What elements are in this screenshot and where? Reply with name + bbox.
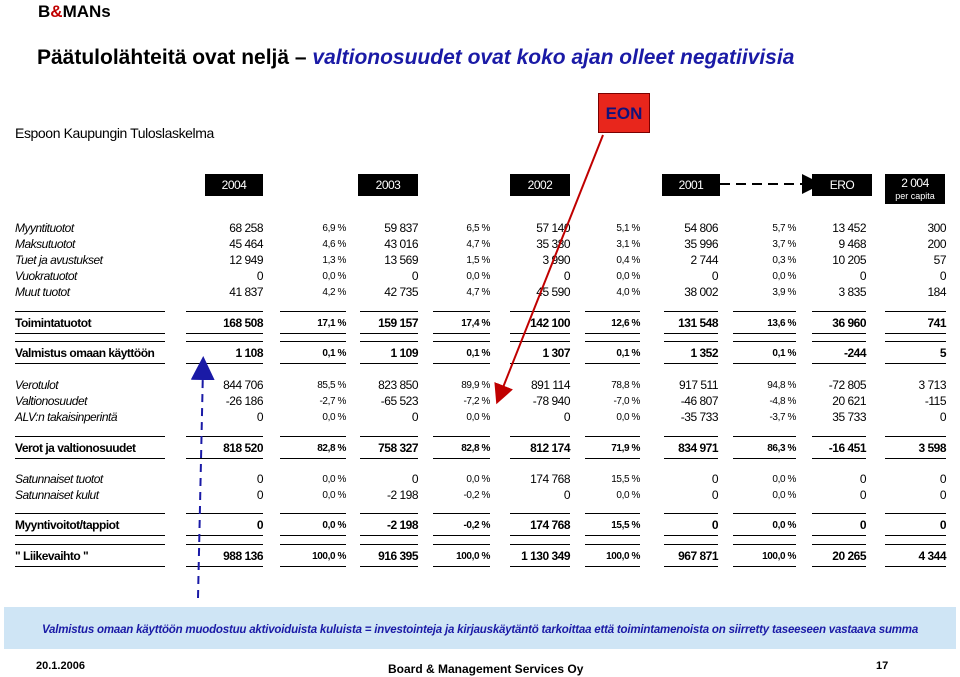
- table-cell: 174 768: [530, 518, 570, 532]
- table-cell: 100,0 %: [606, 551, 640, 562]
- table-cell: 68 258: [229, 221, 263, 235]
- table-cell: 43 016: [384, 237, 418, 251]
- table-cell: 41 837: [229, 285, 263, 299]
- table-cell: 0: [411, 269, 418, 283]
- table-cell: 12,6 %: [611, 318, 640, 329]
- table-cell: 3 713: [918, 378, 946, 392]
- table-cell: -2,7 %: [319, 396, 346, 407]
- table-cell: 0: [256, 269, 263, 283]
- table-cell: 1 307: [542, 346, 570, 360]
- table-cell: 4,2 %: [322, 287, 346, 298]
- row-label: Myyntituotot: [15, 221, 74, 235]
- row-label: Muut tuotot: [15, 285, 70, 299]
- table-cell: 0,1 %: [772, 348, 796, 359]
- table-cell: 0: [563, 410, 570, 424]
- table-cell: 0: [939, 269, 946, 283]
- table-cell: 142 100: [530, 316, 570, 330]
- row-label: Vuokratuotot: [15, 269, 77, 283]
- table-cell: 0: [859, 269, 866, 283]
- table-cell: 1 108: [235, 346, 263, 360]
- header-1: 2003: [358, 174, 418, 196]
- page-number: 17: [876, 660, 889, 672]
- table-cell: 0,0 %: [772, 520, 796, 531]
- table-cell: 174 768: [530, 472, 570, 486]
- table-cell: 0: [563, 488, 570, 502]
- brand-amp: &: [50, 2, 63, 21]
- table-cell: 741: [927, 316, 946, 330]
- table-cell: 818 520: [223, 441, 263, 455]
- table-cell: 0,0 %: [466, 412, 490, 423]
- table-cell: 42 735: [384, 285, 418, 299]
- table-cell: 168 508: [223, 316, 263, 330]
- table-cell: 100,0 %: [312, 551, 346, 562]
- table-cell: -0,2 %: [463, 520, 490, 531]
- table-cell: 0: [411, 410, 418, 424]
- table-cell: 0,1 %: [322, 348, 346, 359]
- table-cell: 15,5 %: [611, 520, 640, 531]
- table-cell: 916 395: [378, 549, 418, 563]
- table-cell: 0,0 %: [466, 474, 490, 485]
- table-cell: 1 109: [390, 346, 418, 360]
- table-cell: 5,1 %: [616, 223, 640, 234]
- table-cell: 6,5 %: [466, 223, 490, 234]
- table-cell: 0: [859, 488, 866, 502]
- table-cell: 0: [711, 472, 718, 486]
- table-cell: 15,5 %: [611, 474, 640, 485]
- table-cell: -16 451: [828, 441, 866, 455]
- table-cell: -35 733: [680, 410, 718, 424]
- header-2: 2002: [510, 174, 570, 196]
- table-cell: 4,0 %: [616, 287, 640, 298]
- table-cell: 0,1 %: [466, 348, 490, 359]
- table-cell: 57: [933, 253, 946, 267]
- table-cell: 3 835: [838, 285, 866, 299]
- title-emphasis: valtionosuudet ovat koko ajan olleet negatiivisia: [312, 46, 795, 69]
- table-cell: 823 850: [378, 378, 418, 392]
- table-cell: 0,0 %: [772, 474, 796, 485]
- table-cell: 10 205: [832, 253, 866, 267]
- table-cell: 0,0 %: [616, 271, 640, 282]
- table-cell: 38 002: [684, 285, 718, 299]
- eon-arrow: [500, 135, 603, 395]
- table-cell: 200: [927, 237, 946, 251]
- table-cell: 3,1 %: [616, 239, 640, 250]
- table-cell: 891 114: [531, 378, 570, 392]
- table-cell: 0: [711, 269, 718, 283]
- row-label: Valtionosuudet: [15, 394, 87, 408]
- table-cell: 100,0 %: [456, 551, 490, 562]
- table-cell: 0,0 %: [616, 490, 640, 501]
- table-cell: 0,3 %: [772, 255, 796, 266]
- header-0: 2004: [205, 174, 263, 196]
- table-cell: 0: [939, 472, 946, 486]
- table-cell: 35 380: [536, 237, 570, 251]
- table-cell: -72 805: [828, 378, 866, 392]
- brand-rest: MANs: [62, 2, 111, 21]
- table-cell: 78,8 %: [611, 380, 640, 391]
- table-cell: 82,8 %: [317, 443, 346, 454]
- table-cell: 13,6 %: [767, 318, 796, 329]
- table-cell: -7,0 %: [613, 396, 640, 407]
- table-cell: 9 468: [838, 237, 866, 251]
- table-cell: -26 186: [225, 394, 263, 408]
- table-cell: 1 352: [690, 346, 718, 360]
- table-cell: 758 327: [378, 441, 418, 455]
- table-cell: 12 949: [229, 253, 263, 267]
- title-plain: Päätulolähteitä ovat neljä –: [37, 46, 313, 69]
- table-cell: 4,6 %: [322, 239, 346, 250]
- table-cell: 0: [939, 518, 946, 532]
- row-label: Tuet ja avustukset: [15, 253, 103, 267]
- table-cell: -3,7 %: [769, 412, 796, 423]
- table-cell: 0: [563, 269, 570, 283]
- table-cell: 17,1 %: [317, 318, 346, 329]
- table-cell: 0: [256, 410, 263, 424]
- table-cell: 5: [939, 346, 946, 360]
- table-cell: 45 464: [229, 237, 263, 251]
- table-cell: 0: [859, 518, 866, 532]
- table-cell: 0,0 %: [772, 271, 796, 282]
- header-4: ERO: [812, 174, 872, 196]
- table-cell: 71,9 %: [611, 443, 640, 454]
- table-cell: -46 807: [680, 394, 718, 408]
- table-cell: 0,4 %: [616, 255, 640, 266]
- table-cell: 13 569: [384, 253, 418, 267]
- table-cell: 0: [939, 488, 946, 502]
- table-cell: 3,9 %: [772, 287, 796, 298]
- table-cell: 3 990: [542, 253, 570, 267]
- table-cell: 159 157: [378, 316, 418, 330]
- header-per-capita-sub: per capita: [895, 191, 935, 201]
- table-cell: -2 198: [386, 518, 418, 532]
- row-label: Maksutuotot: [15, 237, 75, 251]
- table-cell: 4,7 %: [466, 239, 490, 250]
- table-cell: 1,3 %: [322, 255, 346, 266]
- table-cell: 86,3 %: [767, 443, 796, 454]
- table-cell: 82,8 %: [461, 443, 490, 454]
- header-3: 2001: [662, 174, 720, 196]
- table-cell: 20 621: [832, 394, 866, 408]
- table-cell: 57 140: [536, 221, 570, 235]
- row-label: Toimintatuotot: [15, 316, 92, 330]
- table-cell: 2 744: [690, 253, 718, 267]
- table-cell: 13 452: [832, 221, 866, 235]
- table-cell: -115: [924, 394, 946, 408]
- table-cell: 0,0 %: [772, 490, 796, 501]
- table-cell: -244: [843, 346, 866, 360]
- table-cell: 85,5 %: [317, 380, 346, 391]
- table-cell: 0: [939, 410, 946, 424]
- table-cell: -65 523: [380, 394, 418, 408]
- row-label: Myyntivoitot/tappiot: [15, 518, 119, 532]
- table-cell: 35 996: [684, 237, 718, 251]
- row-label: Satunnaiset tuotot: [15, 472, 103, 486]
- table-cell: 54 806: [684, 221, 718, 235]
- table-cell: 812 174: [530, 441, 570, 455]
- table-cell: 967 871: [678, 549, 718, 563]
- table-cell: -2 198: [386, 488, 418, 502]
- table-cell: 0: [711, 488, 718, 502]
- table-cell: 131 548: [678, 316, 718, 330]
- table-cell: 844 706: [223, 378, 263, 392]
- brand-b: B: [38, 2, 51, 21]
- row-label: ALV:n takaisinperintä: [15, 410, 118, 424]
- table-cell: -0,2 %: [463, 490, 490, 501]
- table-cell: 1 130 349: [521, 549, 570, 563]
- table-cell: 917 511: [679, 378, 718, 392]
- table-cell: 3 598: [918, 441, 946, 455]
- eon-box: EON: [598, 93, 650, 133]
- table-cell: 89,9 %: [461, 380, 490, 391]
- table-cell: 1,5 %: [466, 255, 490, 266]
- table-cell: 0,0 %: [466, 271, 490, 282]
- table-cell: 45 590: [536, 285, 570, 299]
- table-cell: 5,7 %: [772, 223, 796, 234]
- slide-subtitle: Espoon Kaupungin Tuloslaskelma: [15, 125, 214, 141]
- table-cell: 0,0 %: [322, 412, 346, 423]
- row-label: Satunnaiset kulut: [15, 488, 99, 502]
- table-cell: 4,7 %: [466, 287, 490, 298]
- table-cell: 100,0 %: [762, 551, 796, 562]
- table-cell: 20 265: [832, 549, 866, 563]
- table-cell: -4,8 %: [769, 396, 796, 407]
- table-cell: 0,1 %: [616, 348, 640, 359]
- table-cell: -7,2 %: [463, 396, 490, 407]
- row-label: Valmistus omaan käyttöön: [15, 346, 155, 360]
- header-per-capita-year: 2 004: [901, 176, 929, 190]
- table-cell: 0: [711, 518, 718, 532]
- table-cell: 59 837: [384, 221, 418, 235]
- table-cell: 3,7 %: [772, 239, 796, 250]
- row-label: Verot ja valtionosuudet: [15, 441, 136, 455]
- table-cell: 184: [927, 285, 946, 299]
- table-cell: 0,0 %: [322, 271, 346, 282]
- table-cell: 834 971: [678, 441, 718, 455]
- table-cell: 0: [256, 518, 263, 532]
- table-cell: 0: [256, 472, 263, 486]
- row-label: " Liikevaihto ": [15, 549, 89, 563]
- table-cell: 988 136: [223, 549, 263, 563]
- table-cell: 0: [256, 488, 263, 502]
- table-cell: 35 733: [832, 410, 866, 424]
- table-cell: 4 344: [918, 549, 946, 563]
- table-cell: 6,9 %: [322, 223, 346, 234]
- table-cell: 94,8 %: [767, 380, 796, 391]
- footnote-text: Valmistus omaan käyttöön muodostuu aktivoiduista kuluista = investointeja ja kirjauskäytäntö tarkoittaa että toimintamenoista on siirretty taseeseen vastaava summa: [41, 624, 919, 636]
- table-cell: 0,0 %: [322, 474, 346, 485]
- table-cell: 0: [859, 472, 866, 486]
- table-cell: 0,0 %: [322, 490, 346, 501]
- table-cell: 0: [411, 472, 418, 486]
- table-cell: 36 960: [832, 316, 866, 330]
- table-cell: 0,0 %: [616, 412, 640, 423]
- table-cell: -78 940: [532, 394, 570, 408]
- table-cell: 0,0 %: [322, 520, 346, 531]
- row-label: Verotulot: [15, 378, 59, 392]
- table-cell: 17,4 %: [461, 318, 490, 329]
- footnote-arrow: [198, 368, 203, 598]
- footer-company: Board & Management Services Oy: [388, 662, 584, 676]
- footer-date: 20.1.2006: [36, 660, 85, 672]
- table-cell: 300: [927, 221, 946, 235]
